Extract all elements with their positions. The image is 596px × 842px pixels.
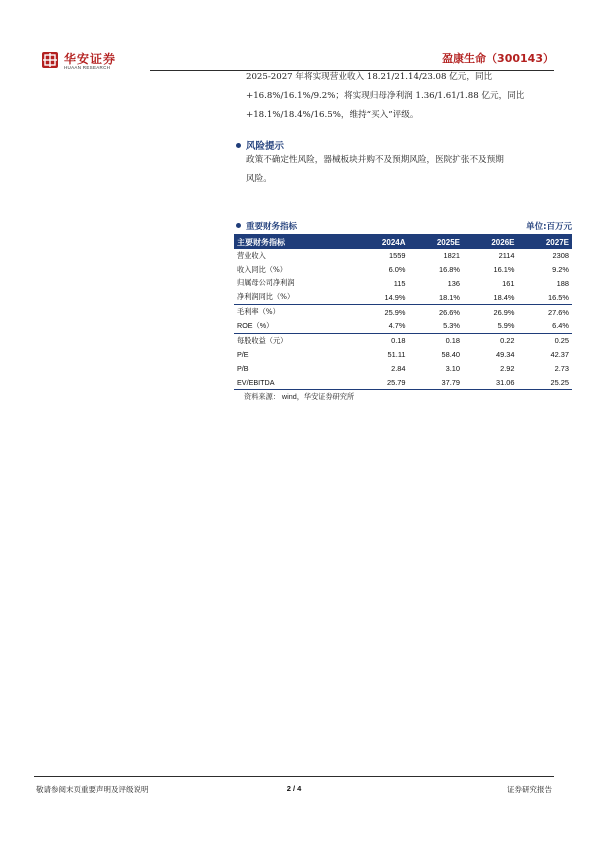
- row-label: P/B: [237, 363, 249, 373]
- table-cell: 5.9%: [463, 319, 518, 333]
- table-cell: 6.0%: [388, 265, 406, 275]
- table-cell: 6.4%: [518, 319, 573, 333]
- bullet-dot-icon: [236, 223, 241, 228]
- table-row: [234, 319, 572, 333]
- table-cell: 1821: [443, 251, 460, 261]
- row-label: 收入同比（%）: [237, 264, 287, 274]
- table-row: [234, 290, 572, 304]
- table-cell: 49.34: [496, 349, 515, 359]
- header-cell: 主要财务指标: [237, 237, 285, 247]
- table-unit: 单位:百万元: [526, 222, 572, 232]
- table-row: [234, 277, 572, 291]
- table-cell: 5.3%: [409, 319, 464, 333]
- risk-paragraph: [246, 151, 566, 189]
- risk-heading-text: 风险提示: [246, 141, 285, 152]
- table-cell: 2.73: [554, 363, 569, 373]
- table-cell: 16.1%: [493, 265, 515, 275]
- table-cell: 25.9%: [384, 307, 406, 317]
- row-label: 净利润同比（%）: [234, 290, 354, 304]
- table-cell: 42.37: [550, 349, 569, 359]
- table-cell: 26.9%: [493, 307, 515, 317]
- table-caption-text: 重要财务指标: [246, 222, 298, 232]
- table-cell: 26.6%: [439, 307, 460, 317]
- table-cell: 51.11: [387, 349, 406, 359]
- table-cell: 3.10: [445, 363, 460, 373]
- risk-line: 政策不确定性风险，器械板块并购不及预期风险，医院扩张不及预期: [246, 155, 504, 165]
- table-cell: 0.22: [500, 336, 515, 346]
- logo-text-en: HUAAN RESEARCH: [64, 65, 111, 70]
- table-cell: 16.8%: [439, 265, 460, 275]
- row-label: P/E: [237, 349, 249, 359]
- intro-paragraph: [246, 68, 566, 125]
- row-label: 每股收益（元）: [237, 335, 288, 345]
- huaan-logo-icon: [42, 52, 58, 68]
- table-header-row: [234, 235, 572, 249]
- intro-line: +18.1%/18.4%/16.5%，维持“买入”评级。: [246, 110, 419, 120]
- logo-text-cn: 华安证券: [64, 52, 117, 66]
- table-cell: 1559: [389, 251, 406, 261]
- table-cell: 25.79: [354, 375, 409, 389]
- footer-divider: [34, 776, 554, 777]
- row-label: EV/EBITDA: [234, 375, 354, 389]
- table-cell: 161: [502, 278, 515, 288]
- intro-line: 2025-2027 年将实现营业收入 18.21/21.14/23.08 亿元，同比: [246, 72, 493, 82]
- table-cell: 2.92: [500, 363, 515, 373]
- row-label: 营业收入: [237, 250, 266, 260]
- header-cell: 2025E: [436, 237, 460, 247]
- table-cell: 37.79: [409, 375, 464, 389]
- table-cell: 31.06: [463, 375, 518, 389]
- table-title-bar: [234, 220, 572, 235]
- table-cell: 14.9%: [354, 290, 409, 304]
- bullet-dot-icon: [236, 143, 241, 148]
- header-cell: 2027E: [545, 237, 569, 247]
- table-row: [234, 361, 572, 375]
- table-cell: 27.6%: [548, 307, 569, 317]
- table-row: [234, 249, 572, 263]
- table-cell: 18.1%: [409, 290, 464, 304]
- company-title: 盈康生命（300143）: [442, 52, 554, 65]
- financial-table-block: [234, 220, 572, 402]
- table-caption: [236, 220, 297, 232]
- table-cell: 16.5%: [518, 290, 573, 304]
- risk-line: 风险。: [246, 174, 272, 184]
- table-cell: 18.4%: [463, 290, 518, 304]
- table-row: [234, 348, 572, 362]
- table-row: [234, 375, 572, 389]
- page-number: 2 / 4: [286, 784, 302, 793]
- footer-disclaimer: 敬请参阅末页重要声明及评级说明: [36, 785, 149, 794]
- table-cell: 0.18: [445, 336, 460, 346]
- table-row: [234, 333, 572, 347]
- header-cell: 2026E: [491, 237, 515, 247]
- intro-line: +16.8%/16.1%/9.2%；将实现归母净利润 1.36/1.61/1.88 亿元，同比: [246, 91, 525, 101]
- table-cell: 188: [556, 278, 569, 288]
- page-footer: [34, 776, 554, 796]
- table-cell: 136: [447, 278, 460, 288]
- table-cell: 115: [393, 278, 406, 288]
- table-cell: 2114: [498, 251, 515, 261]
- row-label: 归属母公司净利润: [237, 278, 295, 288]
- row-label: ROE（%）: [234, 319, 354, 333]
- table-cell: 4.7%: [354, 319, 409, 333]
- table-cell: 25.25: [518, 375, 573, 389]
- table-cell: 0.25: [554, 336, 569, 346]
- financial-table: [234, 235, 572, 390]
- table-cell: 0.18: [391, 336, 406, 346]
- table-cell: 2308: [552, 251, 569, 261]
- footer-report-type: 证券研究报告: [507, 785, 552, 794]
- table-row: [234, 263, 572, 277]
- table-source-note: 资料来源： wind，华安证券研究所: [244, 391, 355, 401]
- table-row: [234, 305, 572, 319]
- header-cell: 2024A: [381, 237, 406, 247]
- table-cell: 2.84: [391, 363, 406, 373]
- table-cell: 9.2%: [552, 265, 569, 275]
- table-cell: 58.40: [441, 349, 460, 359]
- risk-heading: [236, 138, 284, 152]
- row-label: 毛利率（%）: [237, 307, 280, 317]
